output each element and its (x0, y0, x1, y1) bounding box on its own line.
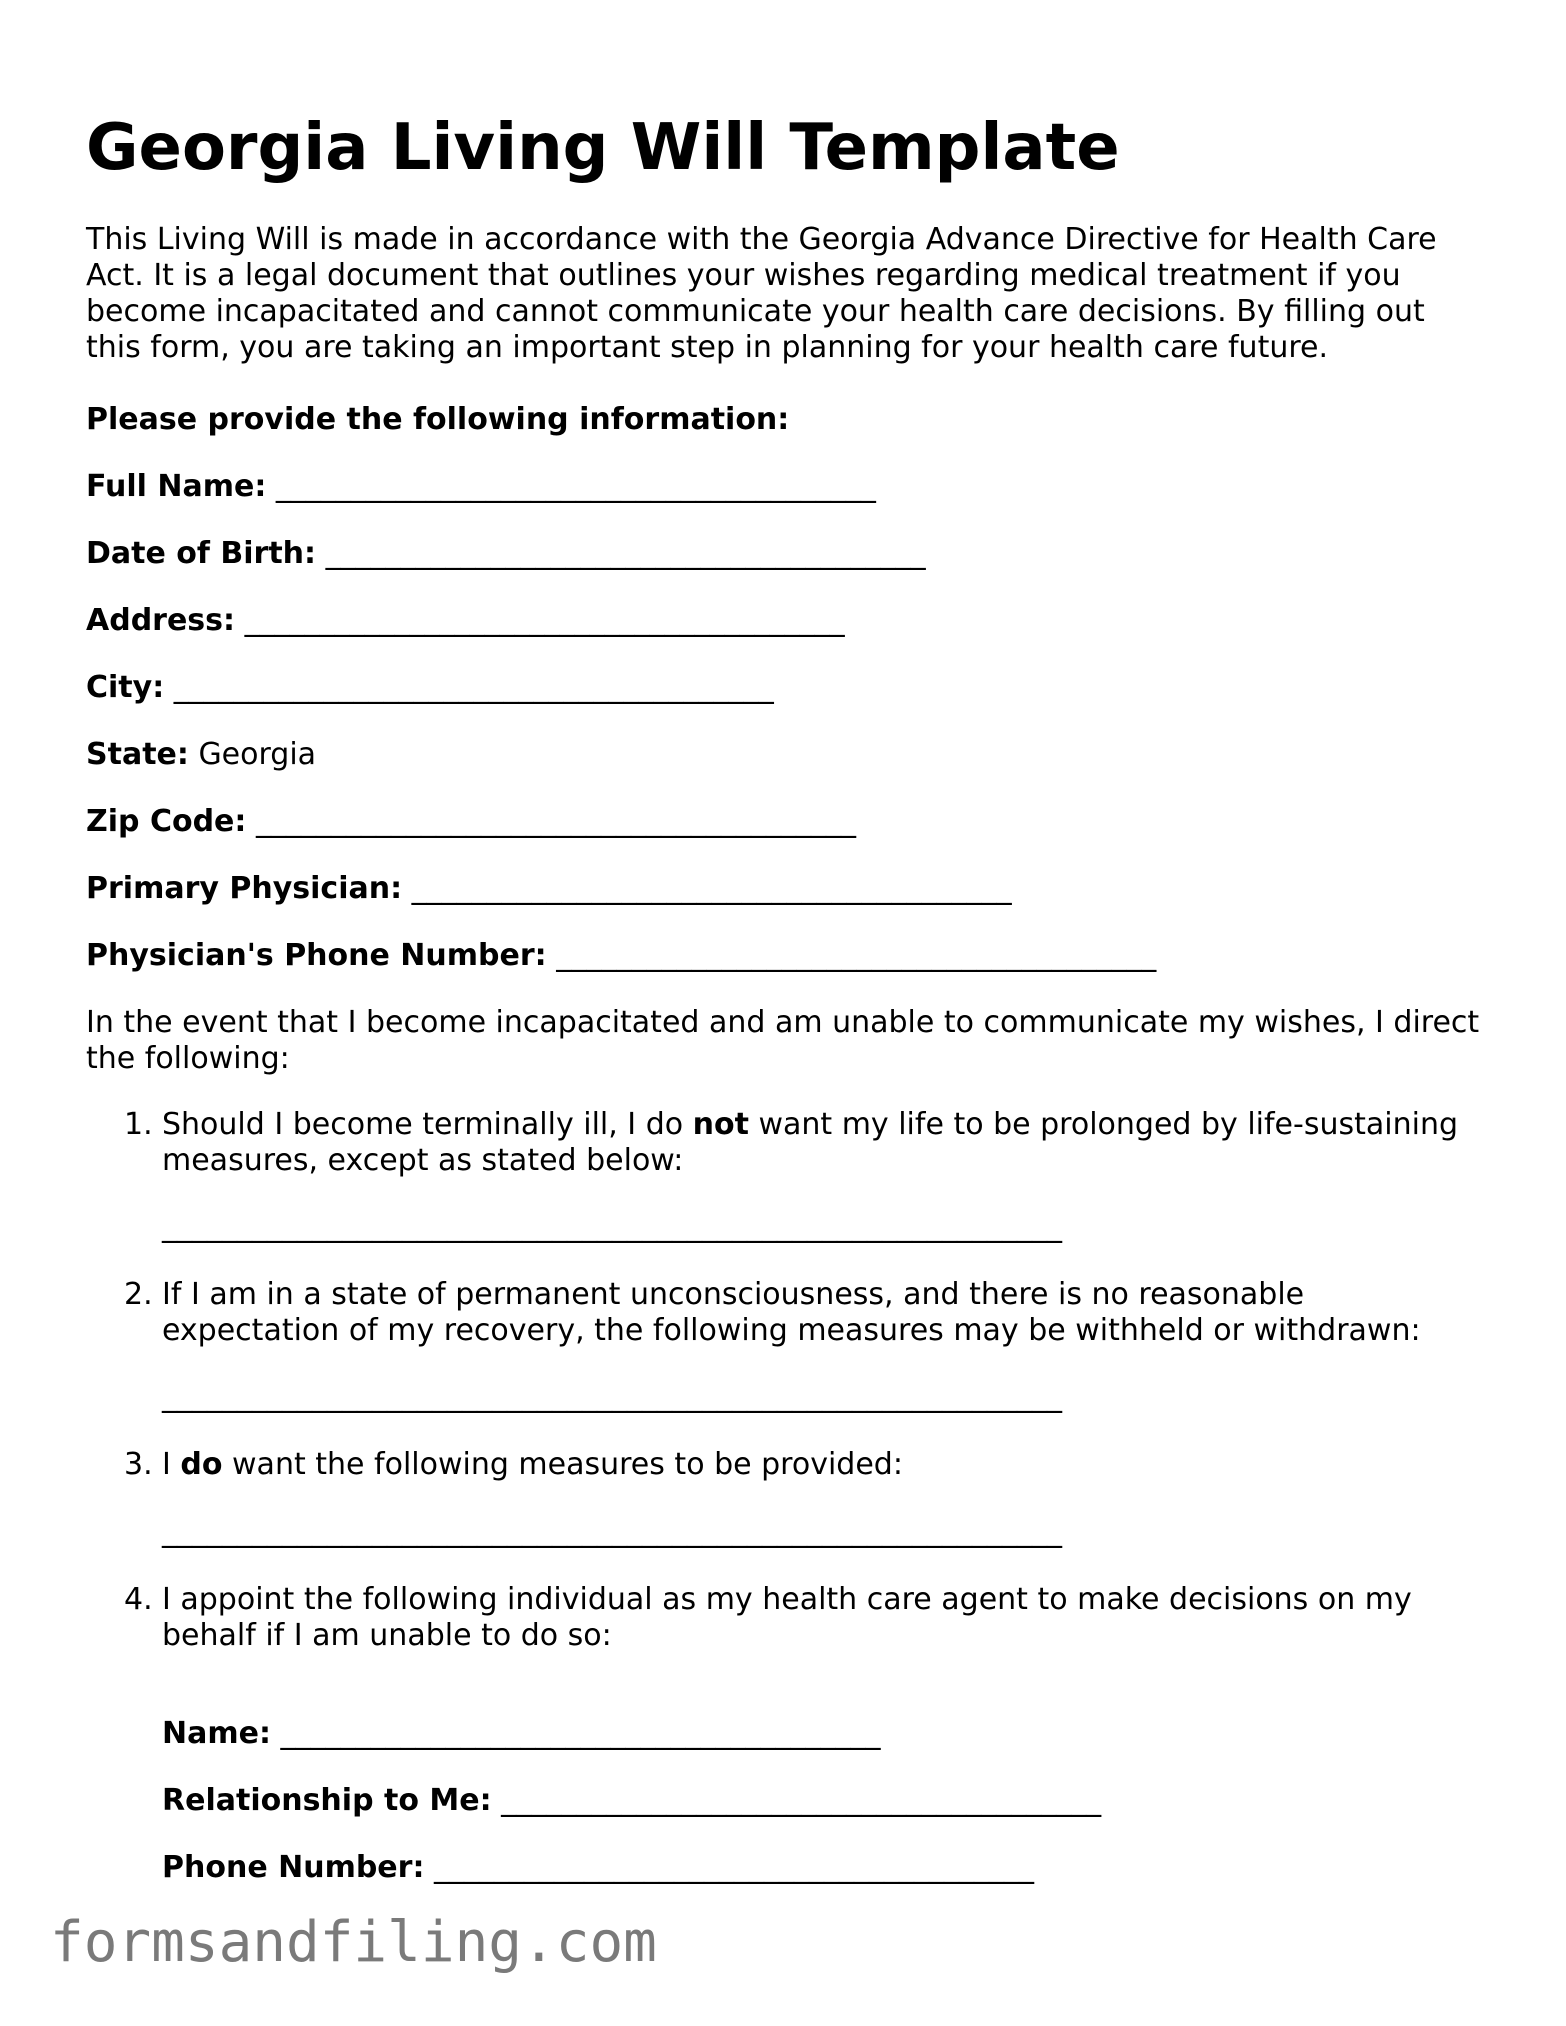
site-watermark: formsandfiling.com (50, 1910, 657, 1975)
state-value: Georgia (198, 737, 317, 772)
item-text: I appoint the following individual as my health care agent to make decisions on my behalf if I am unable to do so: (162, 1582, 1412, 1653)
address-row (86, 603, 845, 639)
state-label: State: (86, 737, 189, 772)
item-number: 1. (124, 1107, 153, 1142)
agent-name-row (162, 1716, 881, 1752)
agent-name-field[interactable]: ________________________________________ (280, 1716, 881, 1751)
item-1-answer-line[interactable]: ____________________________________________________________ (162, 1209, 1062, 1244)
item-number: 4. (124, 1582, 153, 1617)
address-label: Address: (86, 603, 236, 638)
intro-paragraph: This Living Will is made in accordance with the Georgia Advance Directive for Health Care Act. It is a legal document that outlines your wishes regarding medical treatment if you become incapacitated and cannot communicate your health care decisions. By filling out this form, you are taking an important step in planning for your health care future. (86, 222, 1437, 365)
emphasis-do: do (180, 1447, 223, 1482)
agent-phone-row (162, 1850, 1034, 1886)
document-title: Georgia Living Will Template (86, 111, 1120, 185)
zip-field[interactable]: ________________________________________ (255, 804, 856, 839)
state-row (86, 737, 316, 773)
physician-field[interactable]: ________________________________________ (411, 871, 1012, 906)
agent-relationship-field[interactable]: ________________________________________ (501, 1783, 1102, 1818)
zip-label: Zip Code: (86, 804, 247, 839)
item-text: If I am in a state of permanent unconsciousness, and there is no reasonable expectation of my recovery, the following measures may be withheld or withdrawn: (162, 1277, 1421, 1348)
agent-relationship-label: Relationship to Me: (162, 1783, 492, 1818)
full-name-field[interactable]: ________________________________________ (275, 469, 876, 504)
item-text: Should I become terminally ill, I do not want my life to be prolonged by life-sustaining measures, except as stated below: (162, 1107, 1458, 1178)
full-name-label: Full Name: (86, 469, 267, 504)
agent-name-label: Name: (162, 1716, 271, 1751)
city-field[interactable]: ________________________________________ (173, 670, 774, 705)
dob-row (86, 536, 926, 572)
physician-phone-row (86, 938, 1156, 974)
zip-row (86, 804, 856, 840)
physician-phone-field[interactable]: ________________________________________ (556, 938, 1157, 973)
full-name-row (86, 469, 876, 505)
item-number: 2. (124, 1277, 153, 1312)
item-text: I do want the following measures to be provided: (162, 1447, 903, 1482)
item-3-answer-line[interactable]: ____________________________________________________________ (162, 1514, 1062, 1549)
city-label: City: (86, 670, 165, 705)
agent-relationship-row (162, 1783, 1101, 1819)
emphasis-not: not (692, 1107, 749, 1142)
item-2-answer-line[interactable]: ____________________________________________________________ (162, 1379, 1062, 1414)
agent-phone-field[interactable]: ________________________________________ (434, 1850, 1034, 1885)
agent-phone-label: Phone Number: (162, 1850, 425, 1885)
dob-label: Date of Birth: (86, 536, 317, 571)
physician-phone-label: Physician's Phone Number: (86, 938, 547, 973)
info-heading: Please provide the following information: (86, 402, 790, 437)
physician-row (86, 871, 1012, 907)
directive-intro: In the event that I become incapacitated and am unable to communicate my wishes, I direct the following: (86, 1005, 1480, 1076)
city-row (86, 670, 774, 706)
address-field[interactable]: ________________________________________ (244, 603, 845, 638)
physician-label: Primary Physician: (86, 871, 403, 906)
dob-field[interactable]: ________________________________________ (325, 536, 926, 571)
item-number: 3. (124, 1447, 153, 1482)
